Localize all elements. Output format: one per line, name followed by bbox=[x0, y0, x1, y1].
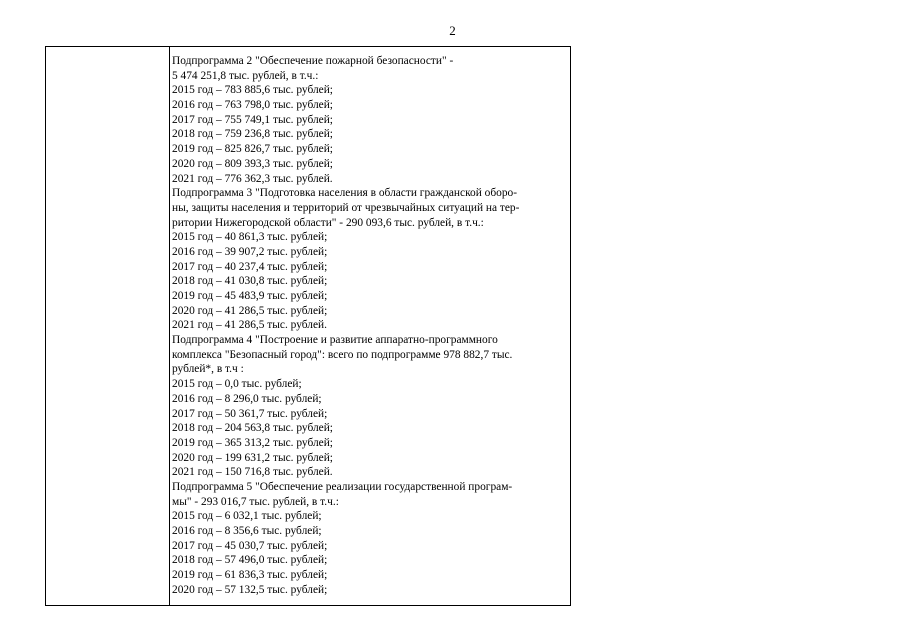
text-line: мы" - 293 016,7 тыс. рублей, в т.ч.: bbox=[172, 495, 339, 508]
text-line: рублей*, в т.ч : bbox=[172, 363, 244, 376]
text-line: 2017 год – 755 749,1 тыс. рублей; bbox=[172, 113, 333, 126]
text-line: 2015 год – 40 861,3 тыс. рублей; bbox=[172, 231, 328, 244]
text-line: 2021 год – 41 286,5 тыс. рублей. bbox=[172, 319, 327, 332]
text-line: 2019 год – 825 826,7 тыс. рублей; bbox=[172, 143, 333, 156]
text-line: 2018 год – 759 236,8 тыс. рублей; bbox=[172, 128, 333, 141]
text-line: Подпрограмма 4 "Построение и развитие аппаратно-программного bbox=[172, 334, 498, 347]
text-line: 5 474 251,8 тыс. рублей, в т.ч.: bbox=[172, 69, 319, 82]
text-line: комплекса "Безопасный город": всего по подпрограмме 978 882,7 тыс. bbox=[172, 348, 513, 361]
table-right-cell bbox=[172, 54, 568, 597]
text-line: 2020 год – 809 393,3 тыс. рублей; bbox=[172, 157, 333, 170]
text-line: 2015 год – 0,0 тыс. рублей; bbox=[172, 378, 302, 391]
text-line: 2015 год – 783 885,6 тыс. рублей; bbox=[172, 84, 333, 97]
text-line: 2019 год – 61 836,3 тыс. рублей; bbox=[172, 569, 328, 582]
text-line: 2020 год – 199 631,2 тыс. рублей; bbox=[172, 451, 333, 464]
text-line: 2015 год – 6 032,1 тыс. рублей; bbox=[172, 510, 322, 523]
text-line: 2017 год – 40 237,4 тыс. рублей; bbox=[172, 260, 328, 273]
text-line: 2018 год – 41 030,8 тыс. рублей; bbox=[172, 275, 328, 288]
text-line: 2020 год – 57 132,5 тыс. рублей; bbox=[172, 583, 328, 596]
text-line: 2016 год – 8 296,0 тыс. рублей; bbox=[172, 392, 322, 405]
text-line: 2021 год – 776 362,3 тыс. рублей. bbox=[172, 172, 333, 185]
text-line: ритории Нижегородской области" - 290 093,6 тыс. рублей, в т.ч.: bbox=[172, 216, 484, 229]
text-line: 2018 год – 57 496,0 тыс. рублей; bbox=[172, 554, 328, 567]
text-line: 2017 год – 45 030,7 тыс. рублей; bbox=[172, 539, 328, 552]
text-line: ны, защиты населения и территорий от чрезвычайных ситуаций на тер- bbox=[172, 201, 520, 214]
funding-table bbox=[45, 46, 571, 606]
text-line: 2016 год – 763 798,0 тыс. рублей; bbox=[172, 99, 333, 112]
text-line: 2019 год – 365 313,2 тыс. рублей; bbox=[172, 436, 333, 449]
text-line: 2019 год – 45 483,9 тыс. рублей; bbox=[172, 290, 328, 302]
text-line: 2017 год – 50 361,7 тыс. рублей; bbox=[172, 407, 328, 420]
text-line: 2020 год – 41 286,5 тыс. рублей; bbox=[172, 304, 328, 317]
text-line: Подпрограмма 3 "Подготовка населения в области гражданской оборо- bbox=[172, 187, 518, 200]
text-line: 2018 год – 204 563,8 тыс. рублей; bbox=[172, 422, 333, 435]
text-line: 2016 год – 8 356,6 тыс. рублей; bbox=[172, 525, 322, 537]
table-left-cell bbox=[46, 47, 170, 605]
text-line: 2016 год – 39 907,2 тыс. рублей; bbox=[172, 245, 328, 258]
page-number: 2 bbox=[449, 23, 456, 38]
text-line: Подпрограмма 5 "Обеспечение реализации государственной програм- bbox=[172, 480, 513, 493]
text-line: Подпрограмма 2 "Обеспечение пожарной безопасности" - bbox=[172, 55, 454, 67]
text-line: 2021 год – 150 716,8 тыс. рублей. bbox=[172, 466, 333, 479]
